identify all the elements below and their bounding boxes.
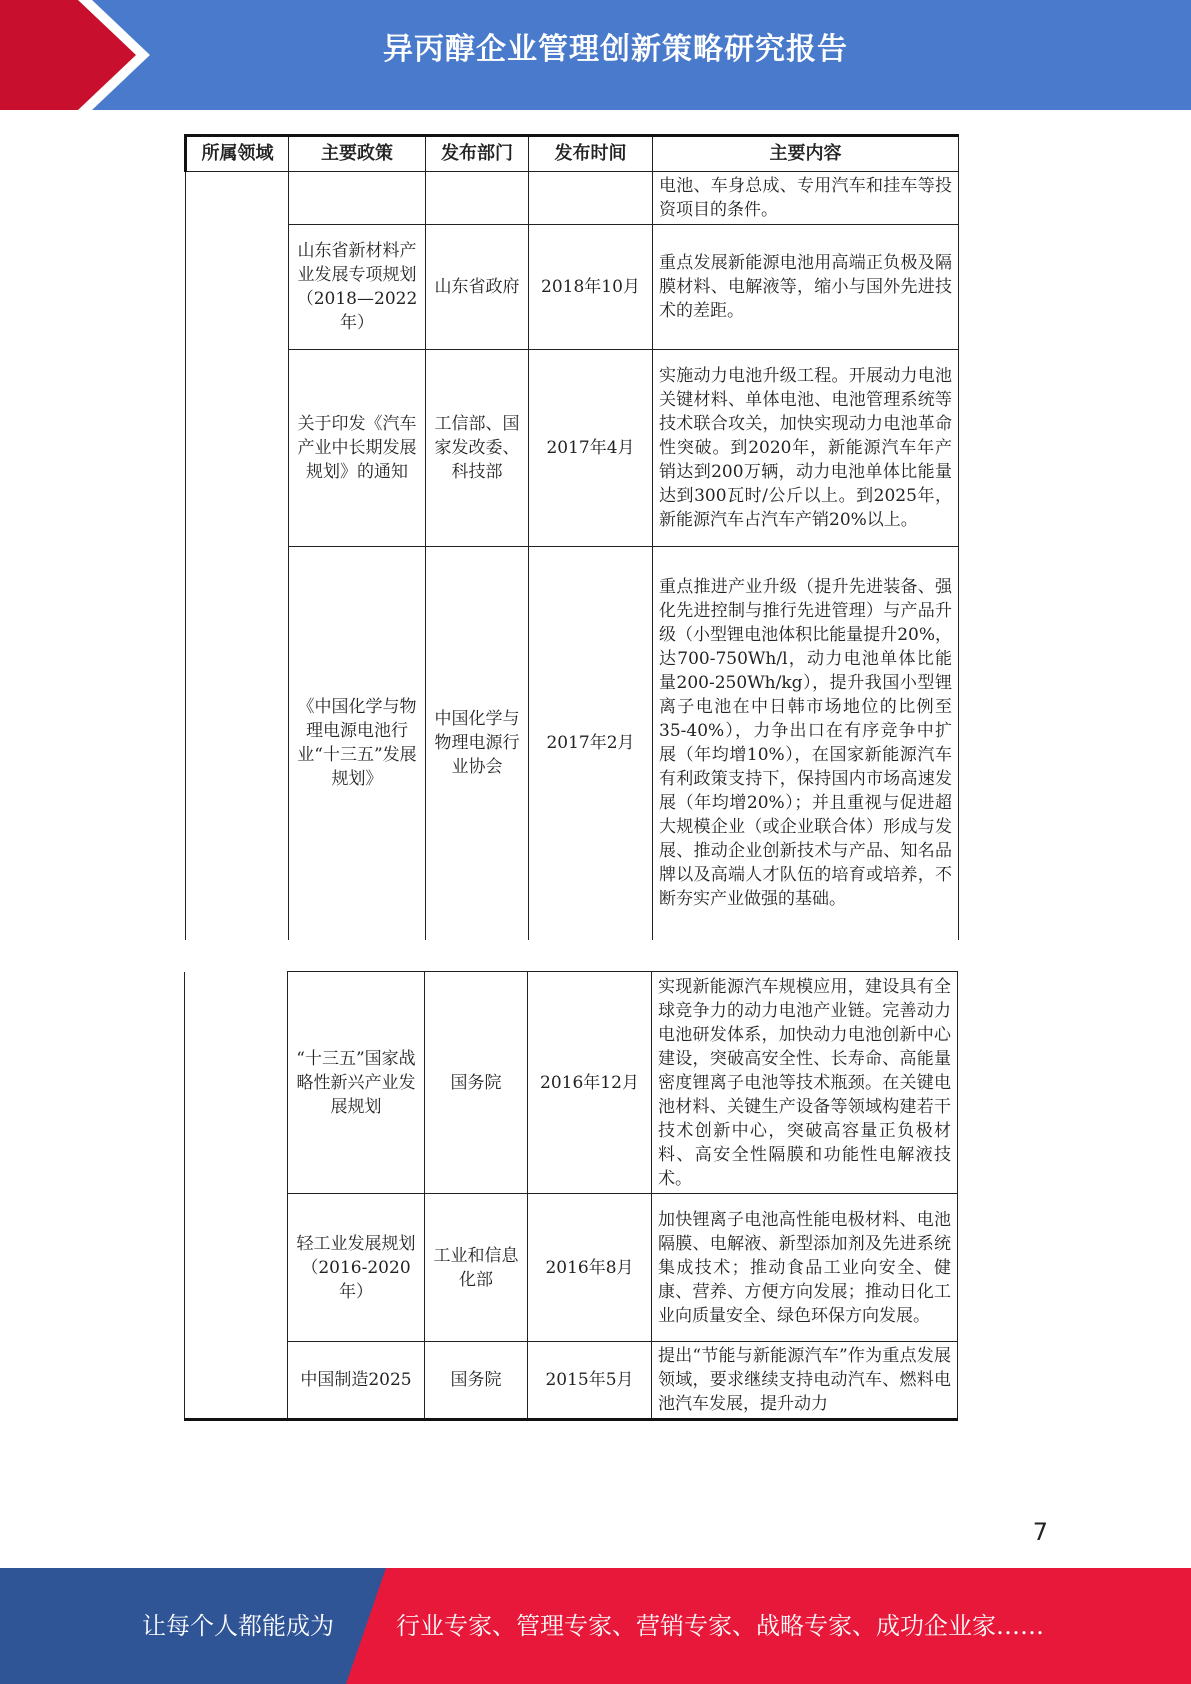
header-date: 发布时间 [529, 136, 653, 172]
header-department: 发布部门 [426, 136, 529, 172]
page-number: 7 [1032, 1518, 1048, 1546]
policy-table-part-2 [184, 971, 958, 1421]
policy-content: 重点推进产业升级（提升先进装备、强化先进控制与推行先进管理）与产品升级（小型锂电池体积比能量提升20%，达700-750Wh/l，动力电池单体比能量200-250Wh/kg），提升我国小型锂离子电池在中日韩市场地位的比例至35-40%），力争出口在有序竞争中扩展（年均增10%），在国家新能源汽车有利政策支持下，保持国内市场高速发展（年均增20%）；并且重视与促进超大规模企业（或企业联合体）形成与发展、推动企业创新技术与产品、知名品牌以及高端人才队伍的培育或培养，不断夯实产业做强的基础。 [653, 547, 959, 940]
policy-date: 2016年12月 [528, 972, 652, 1194]
policy-department: 国务院 [425, 972, 528, 1194]
table-row [186, 225, 959, 350]
field-cell [185, 972, 288, 1420]
table-row [185, 1194, 958, 1342]
table-header-row [186, 136, 959, 172]
policy-content: 加快锂离子电池高性能电极材料、电池隔膜、电解液、新型添加剂及先进系统集成技术；推动食品工业向安全、健康、营养、方便方向发展；推动日化工业向质量安全、绿色环保方向发展。 [652, 1194, 958, 1342]
table-row [186, 172, 959, 225]
policy-name: 山东省新材料产业发展专项规划（2018—2022年） [289, 225, 426, 350]
policy-name: 《中国化学与物理电源电池行业“十三五”发展规划》 [289, 547, 426, 940]
policy-name [289, 172, 426, 225]
policy-date: 2017年4月 [529, 350, 653, 547]
footer-slogan-right: 行业专家、管理专家、营销专家、战略专家、成功企业家…… [396, 1612, 1044, 1640]
policy-table-part-1 [184, 134, 959, 940]
policy-department [426, 172, 529, 225]
report-title: 异丙醇企业管理创新策略研究报告 [383, 32, 848, 67]
policy-content: 提出“节能与新能源汽车”作为重点发展领域，要求继续支持电动汽车、燃料电池汽车发展，提升动力 [652, 1342, 958, 1420]
policy-content: 实现新能源汽车规模应用，建设具有全球竞争力的动力电池产业链。完善动力电池研发体系，加快动力电池创新中心建设，突破高安全性、长寿命、高能量密度锂离子电池等技术瓶颈。在关键电池材料、关键生产设备等领域构建若干技术创新中心，突破高容量正负极材料、高安全性隔膜和功能性电解液技术。 [652, 972, 958, 1194]
policy-name: 中国制造2025 [288, 1342, 425, 1420]
policy-department: 工业和信息化部 [425, 1194, 528, 1342]
policy-department: 工信部、国家发改委、科技部 [426, 350, 529, 547]
policy-date: 2015年5月 [528, 1342, 652, 1420]
table-row [186, 350, 959, 547]
policy-name: 轻工业发展规划（2016-2020年） [288, 1194, 425, 1342]
field-cell [186, 172, 289, 940]
policy-department: 山东省政府 [426, 225, 529, 350]
header-field: 所属领域 [186, 136, 289, 172]
policy-content: 实施动力电池升级工程。开展动力电池关键材料、单体电池、电池管理系统等技术联合攻关，加快实现动力电池革命性突破。到2020年，新能源汽车年产销达到200万辆，动力电池单体比能量达到300瓦时/公斤以上。到2025年，新能源汽车占汽车产销20%以上。 [653, 350, 959, 547]
policy-content: 重点发展新能源电池用高端正负极及隔膜材料、电解液等，缩小与国外先进技术的差距。 [653, 225, 959, 350]
policy-date: 2017年2月 [529, 547, 653, 940]
footer-slogan-left: 让每个人都能成为 [142, 1612, 334, 1640]
policy-name: 关于印发《汽车产业中长期发展规划》的通知 [289, 350, 426, 547]
policy-date [529, 172, 653, 225]
policy-department: 国务院 [425, 1342, 528, 1420]
table-row [185, 972, 958, 1194]
header-policy: 主要政策 [289, 136, 426, 172]
page-footer [0, 1568, 1191, 1684]
policy-department: 中国化学与物理电源行业协会 [426, 547, 529, 940]
page-header [0, 0, 1191, 110]
policy-name: “十三五”国家战略性新兴产业发展规划 [288, 972, 425, 1194]
policy-content: 电池、车身总成、专用汽车和挂车等投资项目的条件。 [653, 172, 959, 225]
table-row [185, 1342, 958, 1420]
table-row [186, 547, 959, 940]
policy-date: 2016年8月 [528, 1194, 652, 1342]
header-content: 主要内容 [653, 136, 959, 172]
policy-date: 2018年10月 [529, 225, 653, 350]
